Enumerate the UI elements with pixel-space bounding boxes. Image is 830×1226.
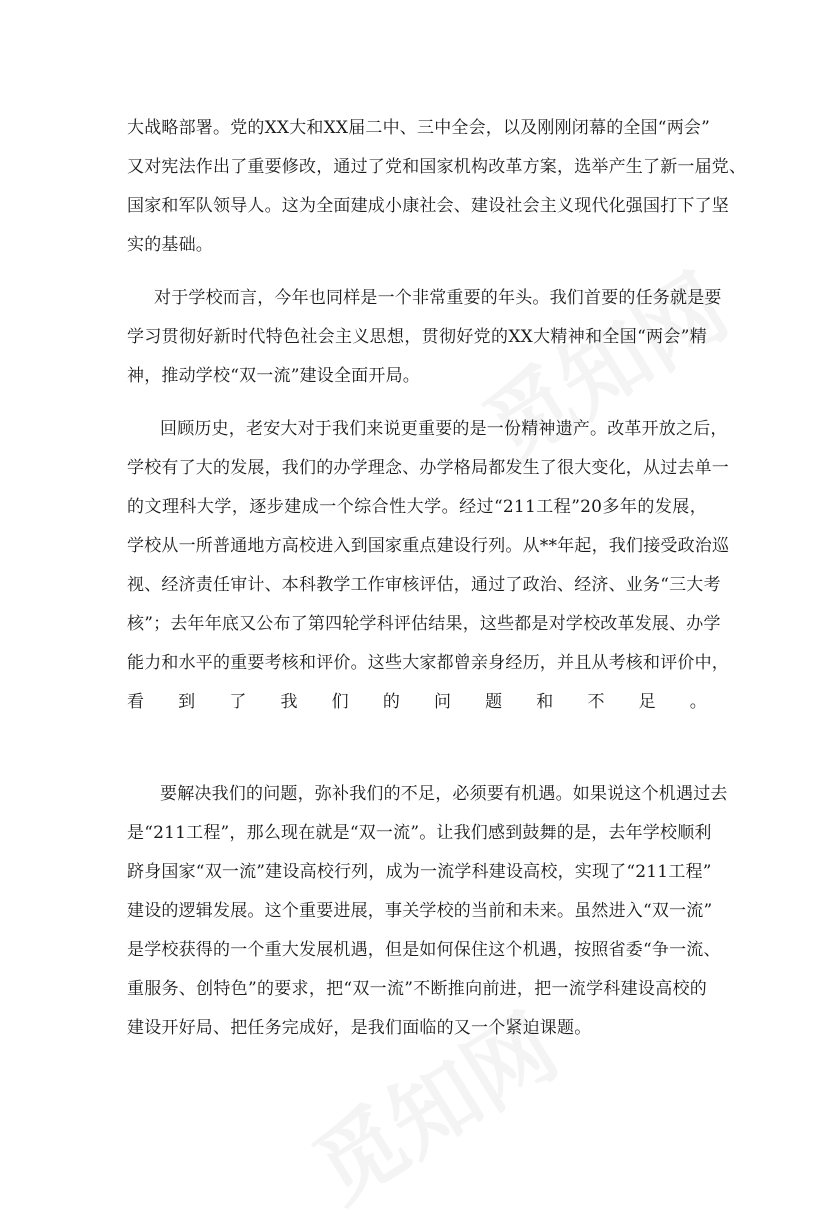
- paragraph-line: 能力和水平的重要考核和评价。这些大家都曾亲身经历，并且从考核和评价中，: [127, 653, 729, 673]
- paragraph-line: 国家和军队领导人。这为全面建成小康社会、建设社会主义现代化强国打下了坚: [127, 196, 729, 216]
- paragraph-line: 对于学校而言，今年也同样是一个非常重要的年头。我们首要的任务就是要: [154, 288, 722, 308]
- paragraph-line: 大战略部署。党的XX大和XX届二中、三中全会，以及刚刚闭幕的全国“两会”: [127, 118, 710, 138]
- watermark-top: [457, 240, 748, 487]
- paragraph-line: 的文理科大学，逐步建成一个综合性大学。经过“211工程”20多年的发展，: [127, 497, 707, 517]
- paragraph-line: 核”；去年年底又公布了第四轮学科评估结果，这些都是对学校改革发展、办学: [127, 614, 721, 634]
- paragraph-line: 建设开好局、把任务完成好，是我们面临的又一个紧迫课题。: [127, 1018, 592, 1038]
- paragraph-line: 又对宪法作出了重要修改，通过了党和国家机构改革方案，选举产生了新一届党、: [127, 157, 747, 177]
- paragraph-line: 视、经济责任审计、本科教学工作审核评估，通过了政治、经济、业务“三大考: [127, 575, 721, 595]
- paragraph-line: 重服务、创特色”的要求，把“双一流”不断推向前进，把一流学科建设高校的: [127, 979, 707, 999]
- paragraph-line: 要解决我们的问题，弥补我们的不足，必须要有机遇。如果说这个机遇过去: [160, 784, 728, 804]
- paragraph-line: 神，推动学校“双一流”建设全面开局。: [127, 366, 420, 386]
- paragraph-line: 是“211工程”，那么现在就是“双一流”。让我们感到鼓舞的是，去年学校顺利: [127, 823, 712, 843]
- paragraph-line: 建设的逻辑发展。这个重要进展，事关学校的当前和未来。虽然进入“双一流”: [127, 901, 713, 921]
- paragraph-line: 学校有了大的发展，我们的办学理念、办学格局都发生了很大变化，从过去单一: [127, 458, 729, 478]
- paragraph-line: 学校从一所普通地方高校进入到国家重点建设行列。从**年起，我们接受政治巡: [127, 536, 730, 556]
- paragraph-line: 跻身国家“双一流”建设高校行列，成为一流学科建设高校，实现了“211工程”: [127, 862, 712, 882]
- paragraph-line: 回顾历史，老安大对于我们来说更重要的是一份精神遗产。改革开放之后，: [160, 419, 728, 439]
- paragraph-line: 是学校获得的一个重大发展机遇，但是如何保住这个机遇，按照省委“争一流、: [127, 940, 721, 960]
- paragraph-line: 学习贯彻好新时代特色社会主义思想，贯彻好党的XX大精神和全国“两会”精: [127, 327, 707, 347]
- paragraph-line: 看到了我们的问题和不足。: [127, 692, 707, 712]
- paragraph-line: 实的基础。: [127, 235, 213, 255]
